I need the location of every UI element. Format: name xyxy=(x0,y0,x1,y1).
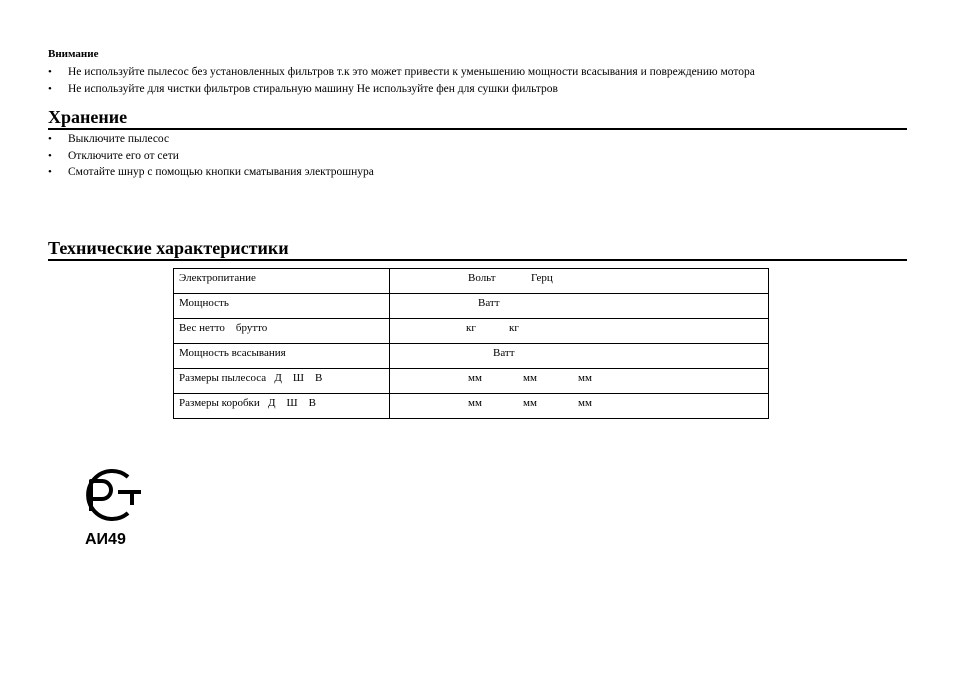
table-row xyxy=(174,294,769,319)
rst-certification-logo-icon xyxy=(76,467,144,523)
spec-unit: Ватт xyxy=(493,347,515,359)
list-item: • Не используйте для чистки фильтров стиральную машину Не используйте фен для сушки фильтров xyxy=(48,81,755,98)
spec-label: Мощность всасывания xyxy=(174,344,390,369)
spec-label: Размеры коробки Д Ш В xyxy=(174,394,390,419)
list-item: • Отключите его от сети xyxy=(48,148,374,165)
spec-unit: Ватт xyxy=(478,297,500,309)
spec-unit: Вольт xyxy=(468,272,496,284)
spec-unit: мм xyxy=(578,397,592,409)
spec-unit: мм xyxy=(523,372,537,384)
spec-label: Электропитание xyxy=(174,269,390,294)
spec-unit: кг xyxy=(466,322,476,334)
warning-title: Внимание xyxy=(48,48,99,60)
table-row xyxy=(174,369,769,394)
spec-unit: мм xyxy=(468,397,482,409)
spec-unit: мм xyxy=(578,372,592,384)
storage-divider xyxy=(48,128,907,130)
storage-list xyxy=(48,131,374,181)
spec-label: Размеры пылесоса Д Ш В xyxy=(174,369,390,394)
spec-unit: мм xyxy=(468,372,482,384)
list-item: • Выключите пылесос xyxy=(48,131,374,148)
spec-value xyxy=(390,294,769,319)
specs-heading: Технические характеристики xyxy=(48,238,289,258)
table-row xyxy=(174,319,769,344)
storage-heading: Хранение xyxy=(48,107,128,127)
spec-label: Вес нетто брутто xyxy=(174,319,390,344)
spec-unit: мм xyxy=(523,397,537,409)
table-row xyxy=(174,269,769,294)
list-item: • Не используйте пылесос без установленных фильтров т.к это может привести к уменьшению мощности всасывания и повреждению мотора xyxy=(48,64,755,81)
specs-divider xyxy=(48,259,907,261)
spec-value xyxy=(390,344,769,369)
table-row xyxy=(174,394,769,419)
certification-code: АИ49 xyxy=(85,531,126,548)
spec-unit: кг xyxy=(509,322,519,334)
spec-unit: Герц xyxy=(531,272,553,284)
spec-value xyxy=(390,394,769,419)
spec-value xyxy=(390,369,769,394)
table-row xyxy=(174,344,769,369)
warning-list xyxy=(48,64,755,97)
spec-value xyxy=(390,269,769,294)
specs-table xyxy=(173,268,769,419)
list-item: • Смотайте шнур с помощью кнопки сматывания электрошнура xyxy=(48,164,374,181)
spec-value xyxy=(390,319,769,344)
spec-label: Мощность xyxy=(174,294,390,319)
